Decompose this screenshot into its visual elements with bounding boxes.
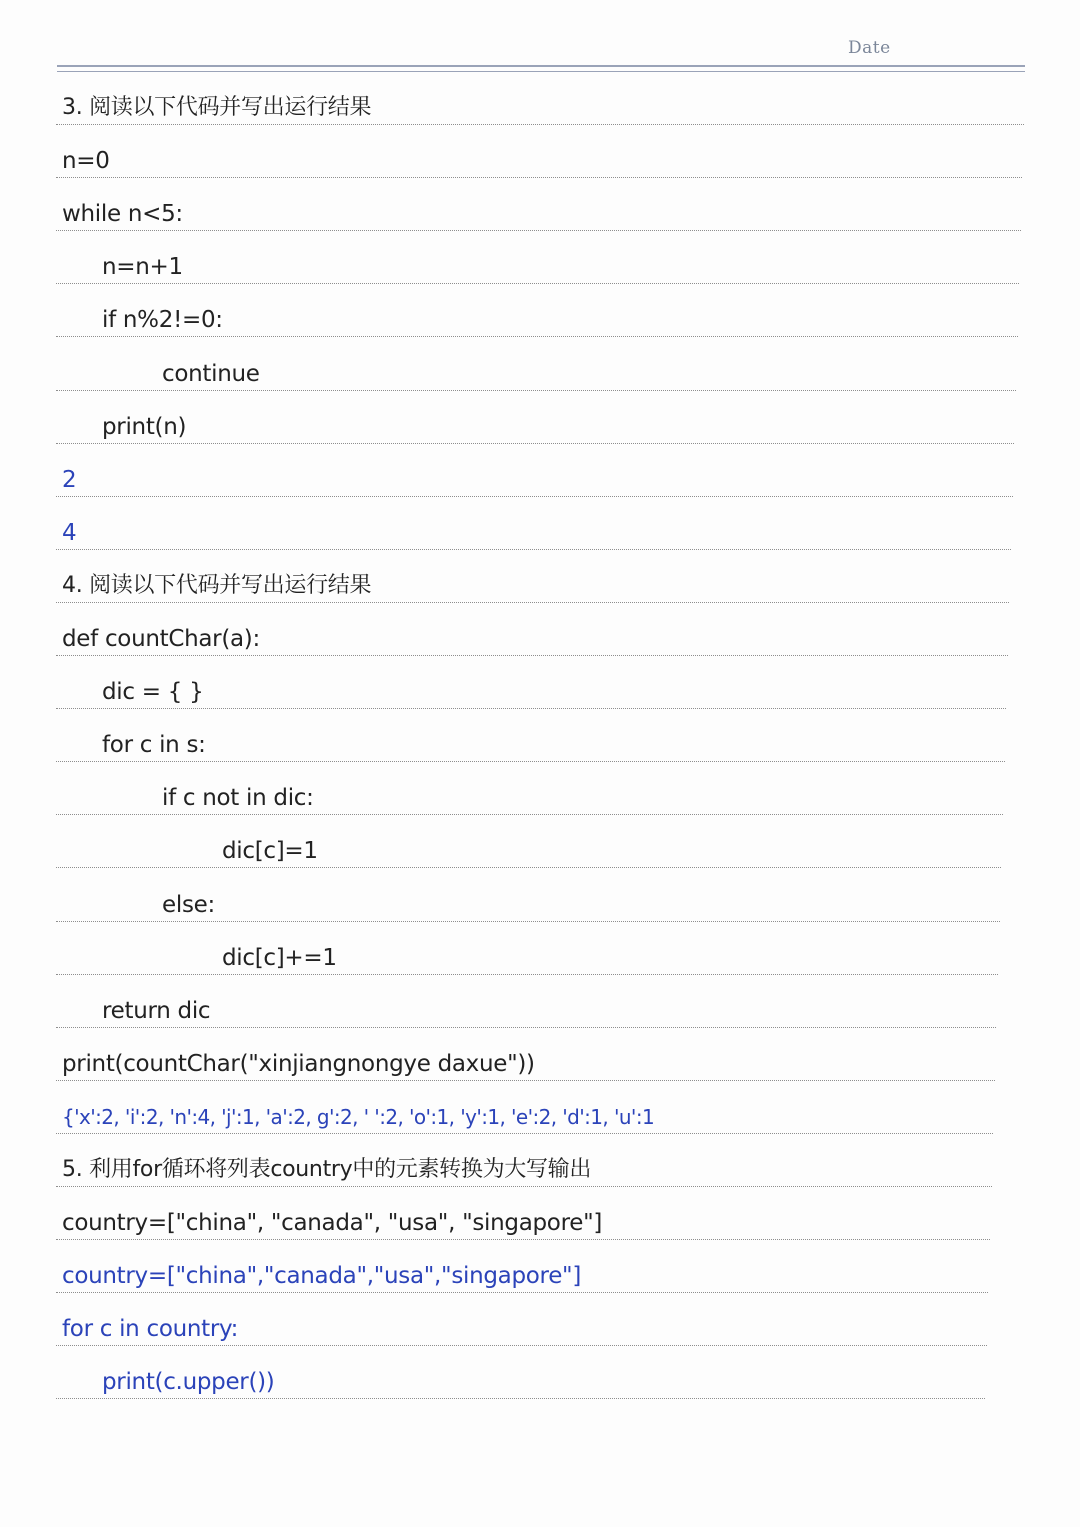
question-heading: 3. 阅读以下代码并写出运行结果 (62, 95, 372, 120)
code-line: for c in s: (102, 732, 206, 759)
ruled-line (56, 974, 998, 975)
header-rule (57, 65, 1025, 67)
ruled-line (56, 655, 1008, 656)
ruled-line (56, 496, 1013, 497)
code-line: print(countChar("xinjiangnongye daxue")) (62, 1050, 535, 1077)
code-line: print(n) (102, 413, 187, 440)
code-line: def countChar(a): (62, 626, 260, 652)
handwritten-answer-line: 4 (62, 519, 77, 546)
code-line: dic[c]=1 (222, 838, 318, 865)
code-line: if c not in dic: (162, 785, 314, 812)
ruled-line (56, 1027, 996, 1028)
ruled-line (56, 921, 1000, 922)
ruled-line (56, 602, 1009, 603)
header-rule-thin (57, 71, 1025, 72)
ruled-line (56, 443, 1014, 444)
code-line: if n%2!=0: (102, 307, 223, 334)
date-label: Date (848, 38, 891, 58)
ruled-line (56, 1186, 992, 1187)
ruled-line (56, 814, 1003, 815)
code-line: dic[c]+=1 (222, 944, 337, 971)
ruled-line (56, 1080, 995, 1081)
code-line: return dic (102, 997, 211, 1024)
handwritten-answer-line: for c in country: (62, 1316, 239, 1343)
code-line: country=["china", "canada", "usa", "singapore"] (62, 1210, 603, 1237)
code-line: dic = { } (102, 679, 204, 706)
ruled-line (56, 1345, 987, 1346)
ruled-line (56, 867, 1001, 868)
ruled-line (56, 708, 1006, 709)
ruled-line (56, 390, 1016, 391)
ruled-line (56, 549, 1011, 550)
code-line: continue (162, 360, 260, 387)
code-line: while n<5: (62, 201, 183, 228)
ruled-line (56, 124, 1024, 125)
ruled-line (56, 1239, 990, 1240)
ruled-line (56, 1133, 993, 1134)
ruled-line (56, 1292, 988, 1293)
question-heading: 4. 阅读以下代码并写出运行结果 (62, 572, 372, 598)
ruled-line (56, 761, 1005, 762)
handwritten-answer-line: country=["china","canada","usa","singapore"] (62, 1263, 582, 1290)
ruled-line (56, 1398, 985, 1399)
ruled-line (56, 230, 1021, 231)
code-line: n=0 (62, 148, 110, 175)
ruled-line (56, 336, 1018, 337)
ruled-line (56, 283, 1019, 284)
handwritten-answer-line: 2 (62, 466, 77, 493)
ruled-line (56, 177, 1022, 178)
handwritten-answer-line: print(c.upper()) (102, 1369, 275, 1396)
code-line: n=n+1 (102, 254, 183, 281)
handwritten-answer-line: {'x':2, 'i':2, 'n':4, 'j':1, 'a':2, g':2, ' ':2, 'o':1, 'y':1, 'e':2, 'd':1, 'u':1 (62, 1104, 655, 1129)
code-line: else: (162, 891, 215, 918)
question-heading: 5. 利用for循环将列表country中的元素转换为大写输出 (62, 1157, 592, 1182)
